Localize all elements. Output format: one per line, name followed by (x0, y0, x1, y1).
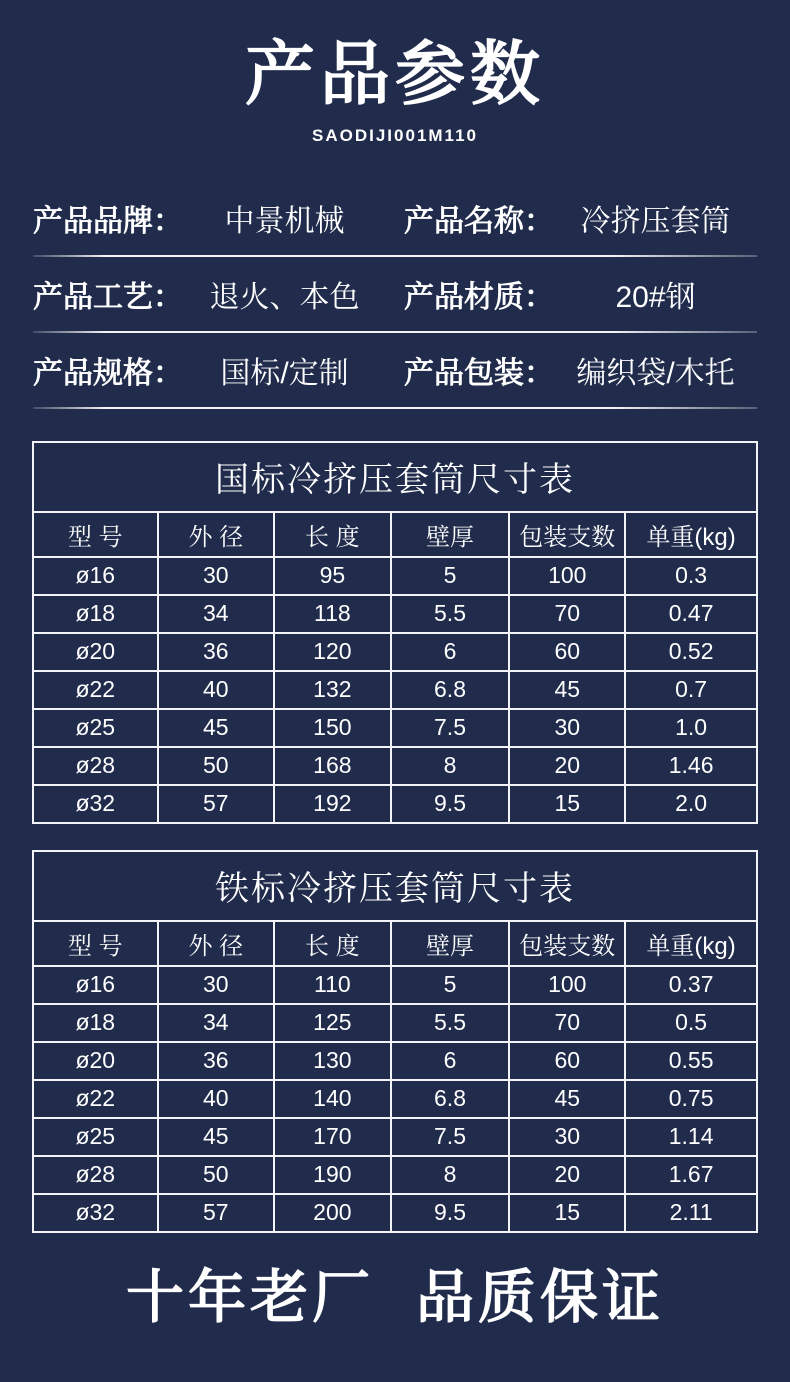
iron-table-body (33, 966, 757, 1232)
table-cell: 130 (274, 1042, 391, 1080)
table-cell: ø22 (33, 671, 158, 709)
table-cell: 7.5 (391, 709, 510, 747)
column-header: 包装支数 (509, 921, 625, 966)
table-cell: ø32 (33, 785, 158, 823)
column-header: 外 径 (158, 512, 275, 557)
table-cell: 118 (274, 595, 391, 633)
table-cell: 5.5 (391, 595, 510, 633)
spec-pair-brand (33, 196, 386, 240)
table-cell: ø32 (33, 1194, 158, 1232)
table-cell: 100 (509, 557, 625, 595)
table-cell: 0.37 (625, 966, 757, 1004)
table-cell: 30 (509, 1118, 625, 1156)
table-cell: 1.46 (625, 747, 757, 785)
table-cell: 0.75 (625, 1080, 757, 1118)
table-cell: 0.52 (625, 633, 757, 671)
table-cell: 15 (509, 785, 625, 823)
table-cell: 6 (391, 1042, 510, 1080)
column-header: 外 径 (158, 921, 275, 966)
divider-line (33, 255, 757, 257)
column-header: 壁厚 (391, 921, 510, 966)
table-cell: 0.47 (625, 595, 757, 633)
table-cell: 45 (158, 1118, 275, 1156)
table-cell: 34 (158, 1004, 275, 1042)
table-cell: ø20 (33, 633, 158, 671)
spec-label-packing: 产品包装： (404, 356, 554, 390)
table-cell: 9.5 (391, 785, 510, 823)
spec-value-brand: 中景机械 (224, 204, 345, 238)
table-cell: 40 (158, 671, 275, 709)
table-cell: 6.8 (391, 1080, 510, 1118)
table-cell: ø18 (33, 595, 158, 633)
spec-label-product-name: 产品名称： (404, 204, 554, 238)
table-cell: 20 (509, 747, 625, 785)
table-cell: 30 (509, 709, 625, 747)
spec-value-product-name: 冷挤压套筒 (580, 204, 731, 238)
table-header-row (33, 512, 757, 557)
column-header: 包装支数 (509, 512, 625, 557)
table-cell: 70 (509, 1004, 625, 1042)
table-row (33, 1042, 757, 1080)
table-cell: 50 (158, 747, 275, 785)
table-cell: 36 (158, 633, 275, 671)
table-row (33, 1194, 757, 1232)
table-cell: 36 (158, 1042, 275, 1080)
table-row (33, 1118, 757, 1156)
table-row (33, 747, 757, 785)
table-cell: 132 (274, 671, 391, 709)
table-cell: 0.55 (625, 1042, 757, 1080)
table-cell: 6 (391, 633, 510, 671)
footer-slogan-left: 十年老厂 (125, 1264, 374, 1330)
table-row (33, 1004, 757, 1042)
table-cell: ø25 (33, 709, 158, 747)
table-cell: 110 (274, 966, 391, 1004)
table-cell: 120 (274, 633, 391, 671)
column-header: 长 度 (274, 921, 391, 966)
table-cell: 34 (158, 595, 275, 633)
table-cell: ø20 (33, 1042, 158, 1080)
table-cell: 0.5 (625, 1004, 757, 1042)
table-cell: 140 (274, 1080, 391, 1118)
spec-row-standard-packing (33, 344, 757, 409)
table-cell: 192 (274, 785, 391, 823)
table-row (33, 785, 757, 823)
table-cell: 2.0 (625, 785, 757, 823)
table-cell: ø28 (33, 747, 158, 785)
table-cell: 8 (391, 1156, 510, 1194)
spec-label-brand: 产品品牌： (33, 204, 183, 238)
table-cell: ø16 (33, 557, 158, 595)
table-cell: 125 (274, 1004, 391, 1042)
table-cell: 1.0 (625, 709, 757, 747)
table-cell: 6.8 (391, 671, 510, 709)
spec-pair-standard (33, 348, 386, 392)
spec-pair-packing (404, 348, 757, 392)
table-cell: 60 (509, 633, 625, 671)
spec-value-process: 退火、本色 (209, 280, 360, 314)
table-cell: 30 (158, 557, 275, 595)
spec-row-brand-name (33, 192, 757, 257)
spec-label-material: 产品材质： (404, 280, 554, 314)
product-code: SAODIJI001M110 (312, 125, 478, 145)
gb-table-body (33, 557, 757, 823)
table-row (33, 595, 757, 633)
table-cell: 2.11 (625, 1194, 757, 1232)
table-cell: 7.5 (391, 1118, 510, 1156)
spec-pair-process (33, 272, 386, 316)
table-cell: ø16 (33, 966, 158, 1004)
table-cell: ø25 (33, 1118, 158, 1156)
gb-size-table (32, 441, 758, 824)
spec-value-packing: 编织袋/木托 (576, 356, 735, 390)
spec-pair-material (404, 272, 757, 316)
table-cell: 20 (509, 1156, 625, 1194)
table-cell: 45 (509, 671, 625, 709)
table-row (33, 1156, 757, 1194)
column-header: 单重(kg) (625, 512, 757, 557)
table-cell: 1.14 (625, 1118, 757, 1156)
column-header: 长 度 (274, 512, 391, 557)
table-row (33, 966, 757, 1004)
table-header-row (33, 921, 757, 966)
table-cell: 0.7 (625, 671, 757, 709)
table-row (33, 1080, 757, 1118)
table-cell: 70 (509, 595, 625, 633)
table-row (33, 671, 757, 709)
table-row (33, 709, 757, 747)
table-cell: ø28 (33, 1156, 158, 1194)
table-cell: 30 (158, 966, 275, 1004)
table-cell: 170 (274, 1118, 391, 1156)
spec-section (0, 192, 790, 409)
table-cell: 60 (509, 1042, 625, 1080)
table-cell: 5 (391, 966, 510, 1004)
spec-label-standard: 产品规格： (33, 356, 183, 390)
table-cell: 5.5 (391, 1004, 510, 1042)
page-title: 产品参数 (245, 35, 545, 113)
table-cell: 45 (509, 1080, 625, 1118)
table-cell: 0.3 (625, 557, 757, 595)
table-cell: 150 (274, 709, 391, 747)
spec-label-process: 产品工艺： (33, 280, 183, 314)
table-cell: 168 (274, 747, 391, 785)
table-cell: 50 (158, 1156, 275, 1194)
table-title-row (33, 851, 757, 921)
iron-size-table (32, 850, 758, 1233)
table-title-row (33, 442, 757, 512)
spec-pair-product-name (404, 196, 757, 240)
table-cell: 5 (391, 557, 510, 595)
table-cell: 100 (509, 966, 625, 1004)
table-cell: 190 (274, 1156, 391, 1194)
spec-row-process-material (33, 268, 757, 333)
table-cell: 15 (509, 1194, 625, 1232)
spec-value-standard: 国标/定制 (220, 356, 349, 390)
column-header: 壁厚 (391, 512, 510, 557)
table-cell: ø22 (33, 1080, 158, 1118)
table-cell: 95 (274, 557, 391, 595)
divider-line (33, 331, 757, 333)
table-cell: 40 (158, 1080, 275, 1118)
table-cell: 45 (158, 709, 275, 747)
table-cell: 57 (158, 1194, 275, 1232)
table-cell: 8 (391, 747, 510, 785)
table-cell: 9.5 (391, 1194, 510, 1232)
table-cell: 57 (158, 785, 275, 823)
footer-slogan-right: 品质保证 (416, 1264, 665, 1330)
spec-value-material: 20#钢 (615, 280, 696, 314)
table-cell: ø18 (33, 1004, 158, 1042)
column-header: 型 号 (33, 512, 158, 557)
table-row (33, 557, 757, 595)
column-header: 单重(kg) (625, 921, 757, 966)
column-header: 型 号 (33, 921, 158, 966)
table-row (33, 633, 757, 671)
iron-table-title: 铁标冷挤压套筒尺寸表 (33, 851, 757, 921)
gb-table-title: 国标冷挤压套筒尺寸表 (33, 442, 757, 512)
table-cell: 200 (274, 1194, 391, 1232)
footer-banner (0, 1266, 790, 1330)
divider-line (33, 407, 757, 409)
table-cell: 1.67 (625, 1156, 757, 1194)
